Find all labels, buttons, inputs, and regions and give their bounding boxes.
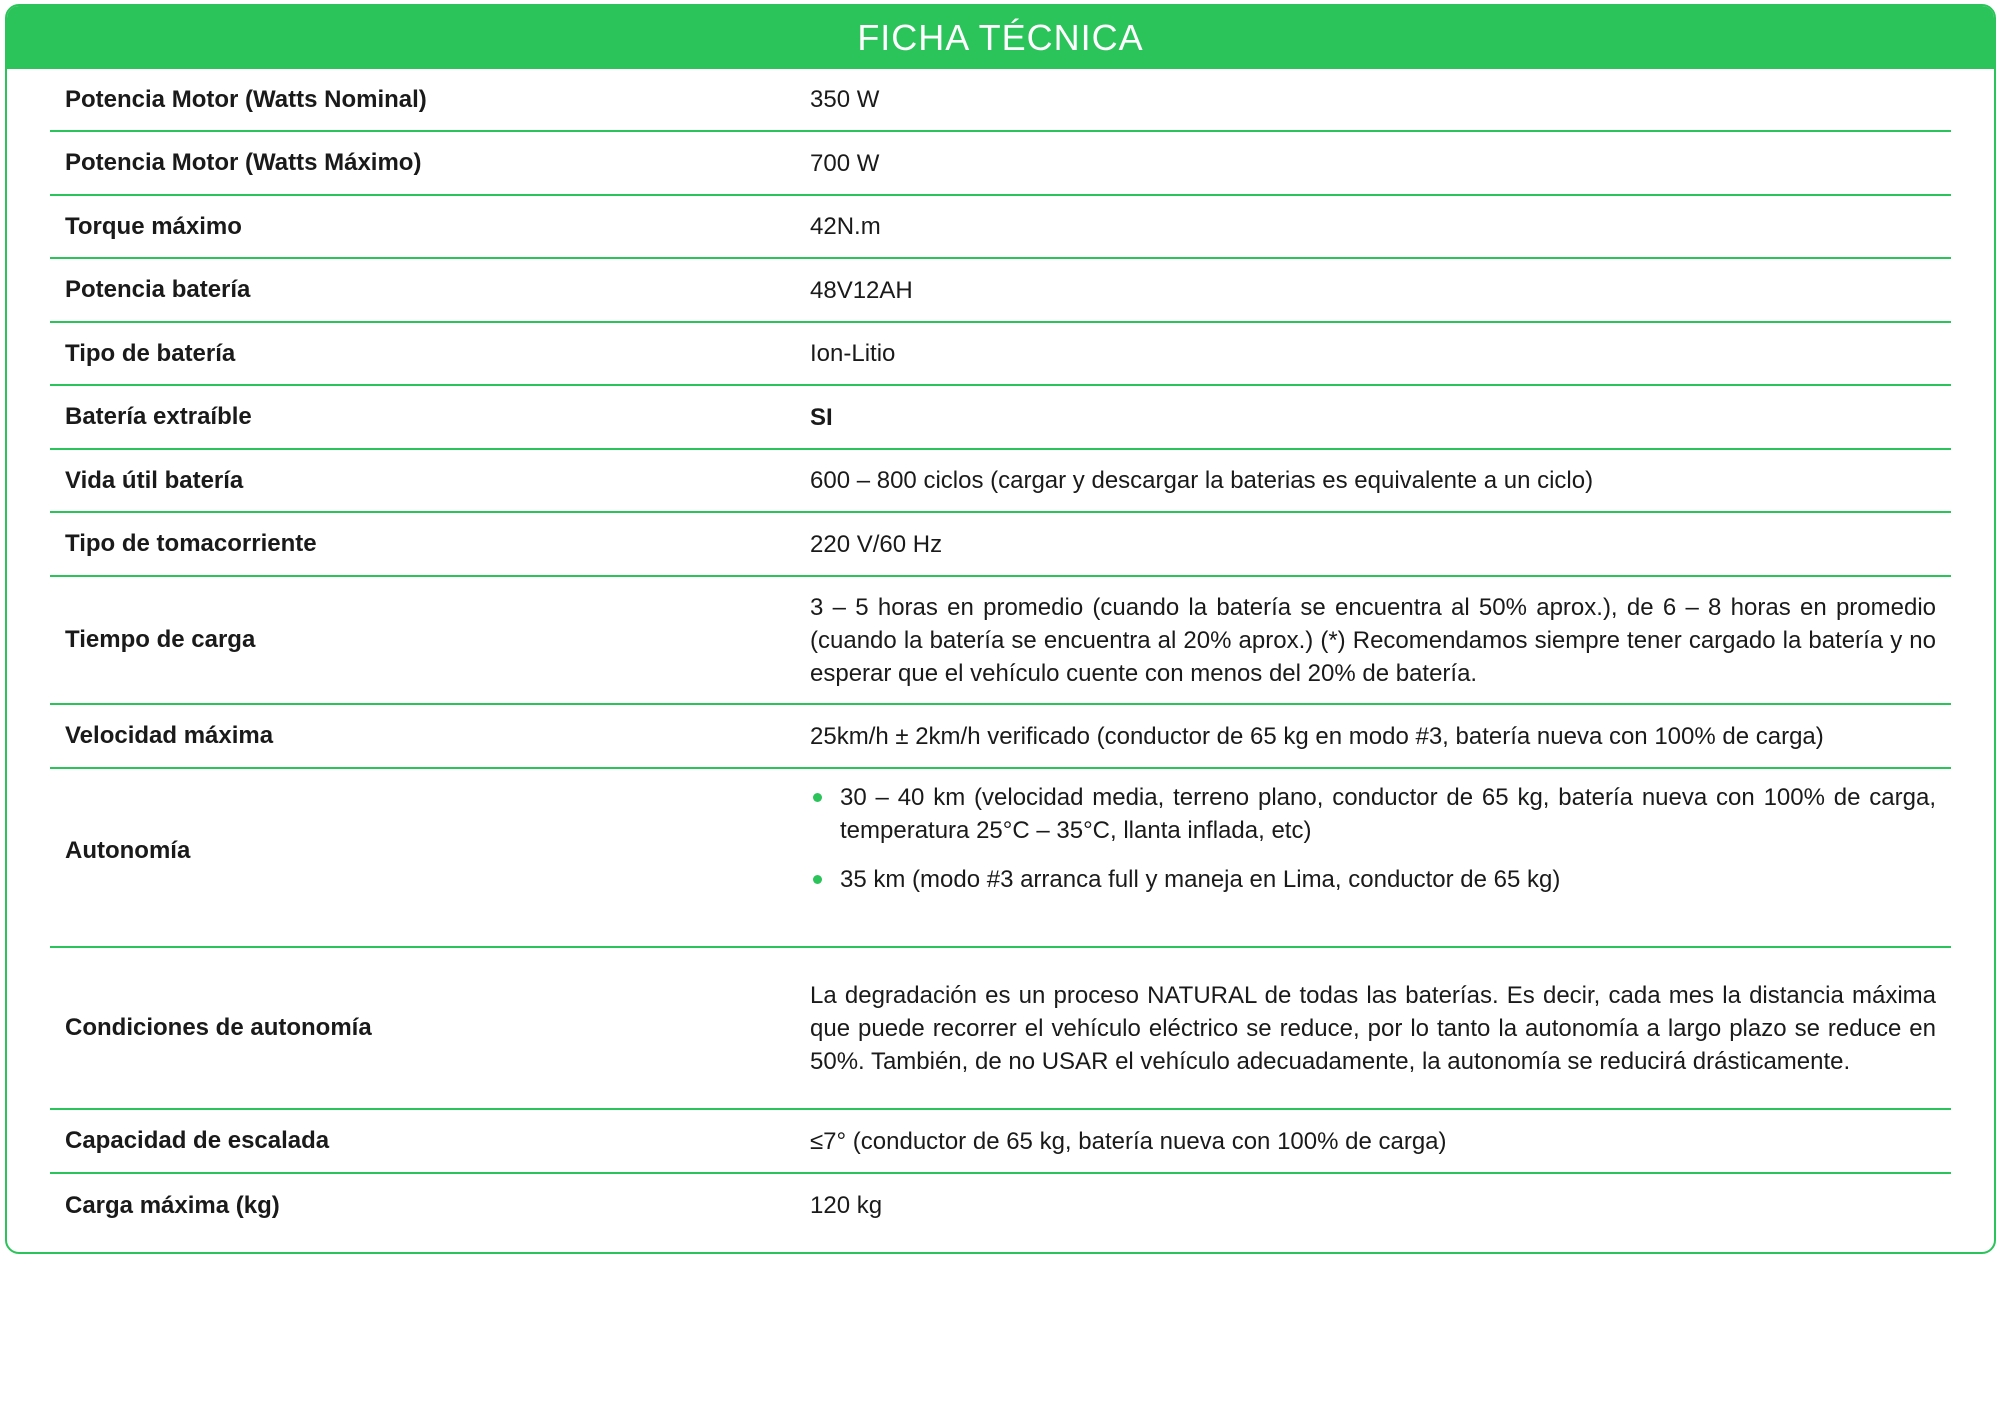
spec-value: 700 W (810, 149, 880, 177)
table-row (50, 323, 1951, 386)
table-row (50, 705, 1951, 769)
spec-label: Capacidad de escalada (65, 1127, 330, 1154)
spec-label: Condiciones de autonomía (65, 1014, 372, 1041)
table-row (50, 386, 1951, 450)
spec-value: Ion-Litio (810, 340, 896, 367)
spec-value: 48V12AH (810, 276, 913, 304)
table-row (50, 1174, 1951, 1237)
spec-value: ≤7° (conductor de 65 kg, batería nueva con 100% de carga) (810, 1127, 1447, 1155)
spec-label: Potencia batería (65, 276, 251, 303)
spec-label: Tiempo de carga (65, 626, 256, 653)
table-row (50, 259, 1951, 323)
table-row (50, 577, 1951, 705)
spec-label: Vida útil batería (65, 466, 244, 494)
spec-value: 220 V/60 Hz (810, 530, 943, 558)
spec-label: Velocidad máxima (65, 722, 274, 749)
spec-label: Torque máximo (65, 212, 242, 240)
spec-label: Carga máxima (kg) (65, 1191, 280, 1219)
spec-label: Tipo de batería (65, 339, 236, 367)
spec-value: SI (810, 403, 833, 431)
table-row (50, 69, 1951, 132)
spec-label: Autonomía (65, 836, 191, 864)
spec-value: 350 W (810, 86, 880, 113)
spec-value: 25km/h ± 2km/h verificado (conductor de 65 kg en modo #3, batería nueva con 100% de carga) (810, 722, 1824, 750)
spec-value: 600 – 800 ciclos (cargar y descargar la baterias es equivalente a un ciclo) (810, 467, 1594, 494)
spec-label: Batería extraíble (65, 403, 252, 430)
bullet-icon (813, 793, 822, 802)
list-item-text: 30 – 40 km (velocidad media, terreno plano, conductor de 65 kg, batería nueva con 100% de carga, temperatura 25°C – 35°C, llanta inflada, etc) (840, 784, 1936, 844)
spec-label: Potencia Motor (Watts Máximo) (65, 149, 422, 176)
table-row (50, 513, 1951, 577)
list-item (810, 781, 1936, 847)
table-row (50, 769, 1951, 948)
list-item (810, 863, 1936, 896)
spec-sheet-title: FICHA TÉCNICA (7, 6, 1994, 69)
spec-value: 3 – 5 horas en promedio (cuando la batería se encuentra al 50% aprox.), de 6 – 8 horas en promedio (cuando la batería se encuentra al 20% aprox.) (*) Recomendamos siempre tener cargado la batería y no esperar que el vehículo cuente con menos del 20% de batería. (810, 593, 1936, 687)
autonomy-list (810, 781, 1936, 896)
table-row (50, 450, 1951, 513)
spec-table (50, 69, 1951, 1237)
table-row (50, 196, 1951, 259)
bullet-icon (813, 875, 822, 884)
table-row (50, 132, 1951, 196)
spec-value (810, 769, 1951, 896)
spec-value: La degradación es un proceso NATURAL de todas las baterías. Es decir, cada mes la distancia máxima que puede recorrer el vehículo eléctrico se reduce, por lo tanto la autonomía a largo plazo se reduce en 50%. También, de no USAR el vehículo adecuadamente, la autonomía se reducirá drásticamente. (810, 981, 1936, 1075)
spec-label: Potencia Motor (Watts Nominal) (65, 85, 427, 113)
spec-label: Tipo de tomacorriente (65, 530, 317, 557)
spec-value: 42N.m (810, 213, 881, 240)
table-row (50, 1110, 1951, 1174)
spec-sheet-card (5, 4, 1996, 1254)
spec-value: 120 kg (810, 1192, 883, 1219)
table-row (50, 948, 1951, 1110)
list-item-text: 35 km (modo #3 arranca full y maneja en Lima, conductor de 65 kg) (840, 866, 1561, 893)
